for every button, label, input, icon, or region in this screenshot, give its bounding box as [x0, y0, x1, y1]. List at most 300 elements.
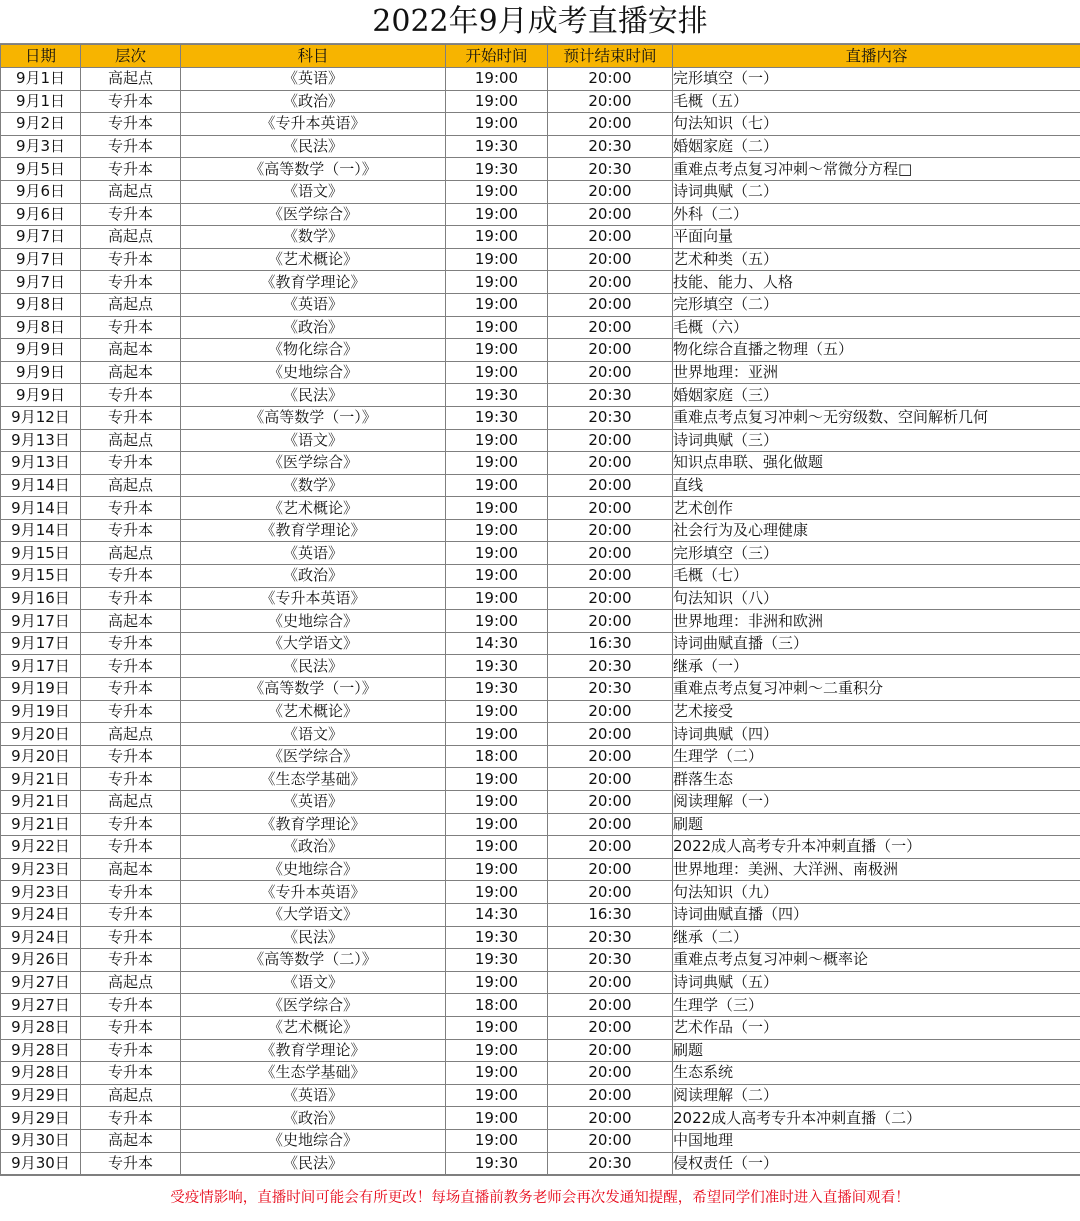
cell-start-time: 19:30 — [446, 384, 548, 407]
cell-content: 直线 — [673, 474, 1080, 497]
cell-date: 9月7日 — [1, 226, 81, 249]
cell-date: 9月7日 — [1, 271, 81, 294]
cell-end-time: 20:00 — [548, 971, 673, 994]
cell-level: 高起点 — [81, 474, 181, 497]
cell-end-time: 20:00 — [548, 1062, 673, 1085]
cell-subject: 《高等数学（一）》 — [181, 158, 446, 181]
cell-subject: 《艺术概论》 — [181, 248, 446, 271]
header-level: 层次 — [81, 45, 181, 68]
cell-end-time: 20:00 — [548, 836, 673, 859]
cell-date: 9月12日 — [1, 406, 81, 429]
cell-start-time: 19:00 — [446, 293, 548, 316]
table-row — [1, 1039, 1080, 1062]
table-row — [1, 384, 1080, 407]
cell-content: 诗词典赋（二） — [673, 180, 1080, 203]
cell-end-time: 20:00 — [548, 68, 673, 91]
cell-date: 9月8日 — [1, 293, 81, 316]
cell-subject: 《大学语文》 — [181, 632, 446, 655]
cell-level: 专升本 — [81, 655, 181, 678]
cell-level: 专升本 — [81, 497, 181, 520]
cell-content: 艺术接受 — [673, 700, 1080, 723]
cell-start-time: 19:30 — [446, 949, 548, 972]
table-row — [1, 836, 1080, 859]
cell-end-time: 20:00 — [548, 587, 673, 610]
cell-date: 9月13日 — [1, 429, 81, 452]
cell-level: 专升本 — [81, 316, 181, 339]
cell-level: 专升本 — [81, 248, 181, 271]
cell-start-time: 19:00 — [446, 113, 548, 136]
cell-level: 专升本 — [81, 678, 181, 701]
cell-subject: 《艺术概论》 — [181, 700, 446, 723]
cell-subject: 《政治》 — [181, 316, 446, 339]
cell-subject: 《政治》 — [181, 1107, 446, 1130]
cell-subject: 《教育学理论》 — [181, 519, 446, 542]
cell-level: 专升本 — [81, 903, 181, 926]
cell-subject: 《高等数学（一）》 — [181, 406, 446, 429]
cell-level: 专升本 — [81, 90, 181, 113]
cell-end-time: 20:30 — [548, 135, 673, 158]
table-row — [1, 1062, 1080, 1085]
cell-level: 高起点 — [81, 723, 181, 746]
cell-date: 9月3日 — [1, 135, 81, 158]
cell-content: 技能、能力、人格 — [673, 271, 1080, 294]
cell-end-time: 20:00 — [548, 180, 673, 203]
cell-level: 专升本 — [81, 745, 181, 768]
cell-start-time: 19:00 — [446, 203, 548, 226]
cell-end-time: 20:00 — [548, 1039, 673, 1062]
cell-date: 9月2日 — [1, 113, 81, 136]
cell-subject: 《英语》 — [181, 293, 446, 316]
table-row — [1, 1129, 1080, 1152]
header-end-time: 预计结束时间 — [548, 45, 673, 68]
table-row — [1, 881, 1080, 904]
cell-subject: 《教育学理论》 — [181, 813, 446, 836]
cell-date: 9月9日 — [1, 384, 81, 407]
cell-start-time: 19:00 — [446, 248, 548, 271]
table-row — [1, 1152, 1080, 1175]
cell-date: 9月14日 — [1, 519, 81, 542]
table-row — [1, 903, 1080, 926]
cell-start-time: 19:30 — [446, 655, 548, 678]
cell-content: 婚姻家庭（三） — [673, 384, 1080, 407]
cell-content: 生理学（三） — [673, 994, 1080, 1017]
cell-date: 9月27日 — [1, 994, 81, 1017]
table-row — [1, 203, 1080, 226]
cell-subject: 《史地综合》 — [181, 610, 446, 633]
cell-content: 艺术作品（一） — [673, 1016, 1080, 1039]
cell-content: 阅读理解（一） — [673, 791, 1080, 814]
table-row — [1, 587, 1080, 610]
cell-subject: 《语文》 — [181, 429, 446, 452]
cell-subject: 《物化综合》 — [181, 339, 446, 362]
cell-subject: 《艺术概论》 — [181, 1016, 446, 1039]
cell-end-time: 20:00 — [548, 113, 673, 136]
cell-end-time: 20:00 — [548, 1107, 673, 1130]
cell-level: 专升本 — [81, 135, 181, 158]
cell-content: 阅读理解（二） — [673, 1084, 1080, 1107]
cell-date: 9月5日 — [1, 158, 81, 181]
cell-end-time: 20:00 — [548, 1016, 673, 1039]
table-row — [1, 113, 1080, 136]
cell-end-time: 20:00 — [548, 226, 673, 249]
cell-subject: 《民法》 — [181, 384, 446, 407]
cell-subject: 《民法》 — [181, 926, 446, 949]
cell-end-time: 20:00 — [548, 203, 673, 226]
cell-end-time: 20:00 — [548, 519, 673, 542]
cell-start-time: 19:00 — [446, 723, 548, 746]
cell-subject: 《医学综合》 — [181, 994, 446, 1017]
cell-content: 艺术创作 — [673, 497, 1080, 520]
cell-content: 社会行为及心理健康 — [673, 519, 1080, 542]
cell-end-time: 20:00 — [548, 271, 673, 294]
cell-end-time: 20:00 — [548, 565, 673, 588]
cell-level: 高起本 — [81, 361, 181, 384]
cell-date: 9月24日 — [1, 903, 81, 926]
cell-start-time: 19:00 — [446, 226, 548, 249]
cell-date: 9月21日 — [1, 813, 81, 836]
cell-end-time: 20:00 — [548, 745, 673, 768]
cell-content: 2022成人高考专升本冲刺直播（二） — [673, 1107, 1080, 1130]
cell-level: 高起点 — [81, 791, 181, 814]
cell-subject: 《专升本英语》 — [181, 113, 446, 136]
cell-end-time: 20:00 — [548, 881, 673, 904]
table-row — [1, 519, 1080, 542]
cell-subject: 《民法》 — [181, 1152, 446, 1175]
cell-subject: 《英语》 — [181, 791, 446, 814]
cell-start-time: 19:00 — [446, 1084, 548, 1107]
cell-start-time: 19:00 — [446, 497, 548, 520]
cell-date: 9月7日 — [1, 248, 81, 271]
cell-end-time: 20:00 — [548, 700, 673, 723]
cell-end-time: 20:30 — [548, 926, 673, 949]
table-row — [1, 429, 1080, 452]
table-row — [1, 226, 1080, 249]
cell-start-time: 19:00 — [446, 339, 548, 362]
cell-date: 9月28日 — [1, 1062, 81, 1085]
cell-date: 9月15日 — [1, 565, 81, 588]
cell-content: 句法知识（七） — [673, 113, 1080, 136]
table-row — [1, 813, 1080, 836]
table-row — [1, 68, 1080, 91]
cell-end-time: 20:00 — [548, 610, 673, 633]
cell-subject: 《史地综合》 — [181, 858, 446, 881]
table-row — [1, 406, 1080, 429]
cell-date: 9月22日 — [1, 836, 81, 859]
table-row — [1, 994, 1080, 1017]
cell-start-time: 14:30 — [446, 903, 548, 926]
cell-end-time: 20:00 — [548, 813, 673, 836]
cell-end-time: 16:30 — [548, 903, 673, 926]
cell-date: 9月1日 — [1, 68, 81, 91]
cell-start-time: 19:00 — [446, 881, 548, 904]
table-row — [1, 791, 1080, 814]
cell-level: 高起点 — [81, 68, 181, 91]
cell-level: 专升本 — [81, 768, 181, 791]
cell-start-time: 19:00 — [446, 1062, 548, 1085]
cell-start-time: 19:30 — [446, 135, 548, 158]
cell-start-time: 19:30 — [446, 158, 548, 181]
cell-start-time: 19:00 — [446, 519, 548, 542]
cell-end-time: 20:30 — [548, 158, 673, 181]
cell-date: 9月6日 — [1, 180, 81, 203]
cell-subject: 《生态学基础》 — [181, 1062, 446, 1085]
cell-start-time: 19:00 — [446, 700, 548, 723]
cell-start-time: 19:00 — [446, 180, 548, 203]
cell-level: 专升本 — [81, 1016, 181, 1039]
header-content: 直播内容 — [673, 45, 1080, 68]
cell-start-time: 19:00 — [446, 1039, 548, 1062]
cell-start-time: 19:30 — [446, 926, 548, 949]
cell-content: 诗词典赋（三） — [673, 429, 1080, 452]
cell-date: 9月28日 — [1, 1016, 81, 1039]
cell-content: 继承（一） — [673, 655, 1080, 678]
cell-content: 刷题 — [673, 1039, 1080, 1062]
table-row — [1, 655, 1080, 678]
cell-level: 高起点 — [81, 429, 181, 452]
cell-date: 9月23日 — [1, 858, 81, 881]
cell-level: 专升本 — [81, 813, 181, 836]
cell-content: 知识点串联、强化做题 — [673, 452, 1080, 475]
cell-level: 高起点 — [81, 1084, 181, 1107]
table-row — [1, 293, 1080, 316]
table-row — [1, 474, 1080, 497]
cell-start-time: 19:00 — [446, 610, 548, 633]
table-row — [1, 565, 1080, 588]
table-row — [1, 1084, 1080, 1107]
cell-level: 专升本 — [81, 700, 181, 723]
cell-end-time: 20:00 — [548, 1129, 673, 1152]
cell-subject: 《史地综合》 — [181, 361, 446, 384]
cell-content: 世界地理：美洲、大洋洲、南极洲 — [673, 858, 1080, 881]
cell-start-time: 19:00 — [446, 68, 548, 91]
cell-date: 9月17日 — [1, 632, 81, 655]
cell-date: 9月9日 — [1, 361, 81, 384]
table-row — [1, 452, 1080, 475]
cell-start-time: 19:00 — [446, 316, 548, 339]
cell-content: 重难点考点复习冲刺～常微分方程□ — [673, 158, 1080, 181]
cell-date: 9月27日 — [1, 971, 81, 994]
cell-date: 9月15日 — [1, 542, 81, 565]
table-row — [1, 1016, 1080, 1039]
cell-start-time: 19:00 — [446, 542, 548, 565]
cell-level: 高起点 — [81, 180, 181, 203]
cell-level: 专升本 — [81, 384, 181, 407]
cell-subject: 《医学综合》 — [181, 203, 446, 226]
cell-level: 专升本 — [81, 271, 181, 294]
cell-subject: 《语文》 — [181, 180, 446, 203]
cell-date: 9月20日 — [1, 723, 81, 746]
cell-level: 高起点 — [81, 226, 181, 249]
notice-text: 受疫情影响，直播时间可能会有所更改！每场直播前教务老师会再次发通知提醒，希望同学们准时进入直播间观看！ — [0, 1175, 1080, 1221]
cell-end-time: 20:00 — [548, 858, 673, 881]
cell-start-time: 19:00 — [446, 836, 548, 859]
cell-end-time: 20:00 — [548, 497, 673, 520]
cell-level: 专升本 — [81, 994, 181, 1017]
cell-level: 专升本 — [81, 1152, 181, 1175]
cell-level: 高起点 — [81, 293, 181, 316]
cell-level: 专升本 — [81, 926, 181, 949]
cell-end-time: 20:00 — [548, 248, 673, 271]
cell-end-time: 20:00 — [548, 542, 673, 565]
cell-date: 9月24日 — [1, 926, 81, 949]
cell-start-time: 19:30 — [446, 678, 548, 701]
cell-content: 句法知识（八） — [673, 587, 1080, 610]
cell-content: 继承（二） — [673, 926, 1080, 949]
table-row — [1, 135, 1080, 158]
cell-date: 9月17日 — [1, 610, 81, 633]
cell-start-time: 19:30 — [446, 406, 548, 429]
table-row — [1, 858, 1080, 881]
schedule-table — [0, 44, 1080, 1175]
cell-content: 诗词典赋（四） — [673, 723, 1080, 746]
cell-content: 毛概（六） — [673, 316, 1080, 339]
table-body — [1, 68, 1080, 1175]
cell-date: 9月17日 — [1, 655, 81, 678]
cell-end-time: 20:30 — [548, 678, 673, 701]
cell-level: 专升本 — [81, 565, 181, 588]
cell-start-time: 19:00 — [446, 813, 548, 836]
cell-end-time: 20:30 — [548, 949, 673, 972]
cell-subject: 《史地综合》 — [181, 1129, 446, 1152]
table-row — [1, 180, 1080, 203]
cell-end-time: 20:30 — [548, 384, 673, 407]
table-row — [1, 700, 1080, 723]
table-row — [1, 1107, 1080, 1130]
table-row — [1, 316, 1080, 339]
table-row — [1, 248, 1080, 271]
cell-content: 诗词曲赋直播（四） — [673, 903, 1080, 926]
cell-start-time: 19:00 — [446, 90, 548, 113]
cell-content: 中国地理 — [673, 1129, 1080, 1152]
cell-subject: 《英语》 — [181, 68, 446, 91]
cell-start-time: 19:00 — [446, 429, 548, 452]
cell-content: 毛概（五） — [673, 90, 1080, 113]
cell-end-time: 20:00 — [548, 474, 673, 497]
cell-subject: 《大学语文》 — [181, 903, 446, 926]
cell-start-time: 19:00 — [446, 858, 548, 881]
cell-end-time: 20:00 — [548, 429, 673, 452]
cell-date: 9月1日 — [1, 90, 81, 113]
cell-content: 世界地理：亚洲 — [673, 361, 1080, 384]
cell-content: 2022成人高考专升本冲刺直播（一） — [673, 836, 1080, 859]
table-row — [1, 542, 1080, 565]
table-row — [1, 361, 1080, 384]
cell-end-time: 20:30 — [548, 1152, 673, 1175]
cell-start-time: 19:00 — [446, 565, 548, 588]
cell-date: 9月28日 — [1, 1039, 81, 1062]
cell-level: 专升本 — [81, 519, 181, 542]
table-row — [1, 632, 1080, 655]
table-row — [1, 949, 1080, 972]
cell-subject: 《艺术概论》 — [181, 497, 446, 520]
cell-content: 艺术种类（五） — [673, 248, 1080, 271]
cell-start-time: 19:00 — [446, 971, 548, 994]
cell-subject: 《生态学基础》 — [181, 768, 446, 791]
cell-level: 专升本 — [81, 949, 181, 972]
cell-date: 9月30日 — [1, 1129, 81, 1152]
cell-level: 专升本 — [81, 452, 181, 475]
cell-level: 高起本 — [81, 858, 181, 881]
cell-subject: 《专升本英语》 — [181, 881, 446, 904]
cell-date: 9月21日 — [1, 768, 81, 791]
cell-start-time: 19:00 — [446, 1016, 548, 1039]
cell-subject: 《数学》 — [181, 474, 446, 497]
cell-content: 外科（二） — [673, 203, 1080, 226]
cell-end-time: 20:00 — [548, 452, 673, 475]
cell-subject: 《政治》 — [181, 836, 446, 859]
cell-content: 生理学（二） — [673, 745, 1080, 768]
cell-start-time: 19:30 — [446, 1152, 548, 1175]
cell-end-time: 20:00 — [548, 768, 673, 791]
cell-date: 9月21日 — [1, 791, 81, 814]
cell-start-time: 19:00 — [446, 271, 548, 294]
table-row — [1, 926, 1080, 949]
cell-start-time: 18:00 — [446, 745, 548, 768]
cell-level: 专升本 — [81, 881, 181, 904]
cell-content: 重难点考点复习冲刺～二重积分 — [673, 678, 1080, 701]
cell-date: 9月19日 — [1, 700, 81, 723]
table-header-row — [1, 45, 1080, 68]
cell-level: 专升本 — [81, 632, 181, 655]
cell-level: 专升本 — [81, 1039, 181, 1062]
cell-content: 重难点考点复习冲刺～无穷级数、空间解析几何 — [673, 406, 1080, 429]
cell-level: 高起本 — [81, 339, 181, 362]
cell-level: 专升本 — [81, 836, 181, 859]
cell-date: 9月14日 — [1, 497, 81, 520]
cell-content: 刷题 — [673, 813, 1080, 836]
table-row — [1, 678, 1080, 701]
table-row — [1, 610, 1080, 633]
cell-date: 9月16日 — [1, 587, 81, 610]
cell-end-time: 20:00 — [548, 994, 673, 1017]
cell-end-time: 20:00 — [548, 316, 673, 339]
cell-subject: 《语文》 — [181, 723, 446, 746]
cell-end-time: 20:00 — [548, 361, 673, 384]
cell-subject: 《高等数学（二）》 — [181, 949, 446, 972]
cell-subject: 《英语》 — [181, 1084, 446, 1107]
table-row — [1, 339, 1080, 362]
cell-level: 高起点 — [81, 971, 181, 994]
cell-content: 完形填空（三） — [673, 542, 1080, 565]
cell-content: 群落生态 — [673, 768, 1080, 791]
cell-subject: 《专升本英语》 — [181, 587, 446, 610]
cell-date: 9月8日 — [1, 316, 81, 339]
cell-content: 平面向量 — [673, 226, 1080, 249]
cell-level: 专升本 — [81, 113, 181, 136]
table-row — [1, 158, 1080, 181]
cell-subject: 《英语》 — [181, 542, 446, 565]
table-row — [1, 723, 1080, 746]
cell-subject: 《教育学理论》 — [181, 1039, 446, 1062]
cell-content: 重难点考点复习冲刺～概率论 — [673, 949, 1080, 972]
table-row — [1, 768, 1080, 791]
cell-end-time: 20:00 — [548, 90, 673, 113]
cell-start-time: 19:00 — [446, 474, 548, 497]
cell-date: 9月13日 — [1, 452, 81, 475]
cell-subject: 《医学综合》 — [181, 452, 446, 475]
cell-level: 专升本 — [81, 406, 181, 429]
cell-content: 物化综合直播之物理（五） — [673, 339, 1080, 362]
table-row — [1, 497, 1080, 520]
header-start-time: 开始时间 — [446, 45, 548, 68]
cell-end-time: 20:00 — [548, 1084, 673, 1107]
cell-start-time: 18:00 — [446, 994, 548, 1017]
cell-level: 高起本 — [81, 1129, 181, 1152]
cell-subject: 《高等数学（一）》 — [181, 678, 446, 701]
cell-end-time: 16:30 — [548, 632, 673, 655]
cell-start-time: 19:00 — [446, 768, 548, 791]
cell-subject: 《民法》 — [181, 655, 446, 678]
